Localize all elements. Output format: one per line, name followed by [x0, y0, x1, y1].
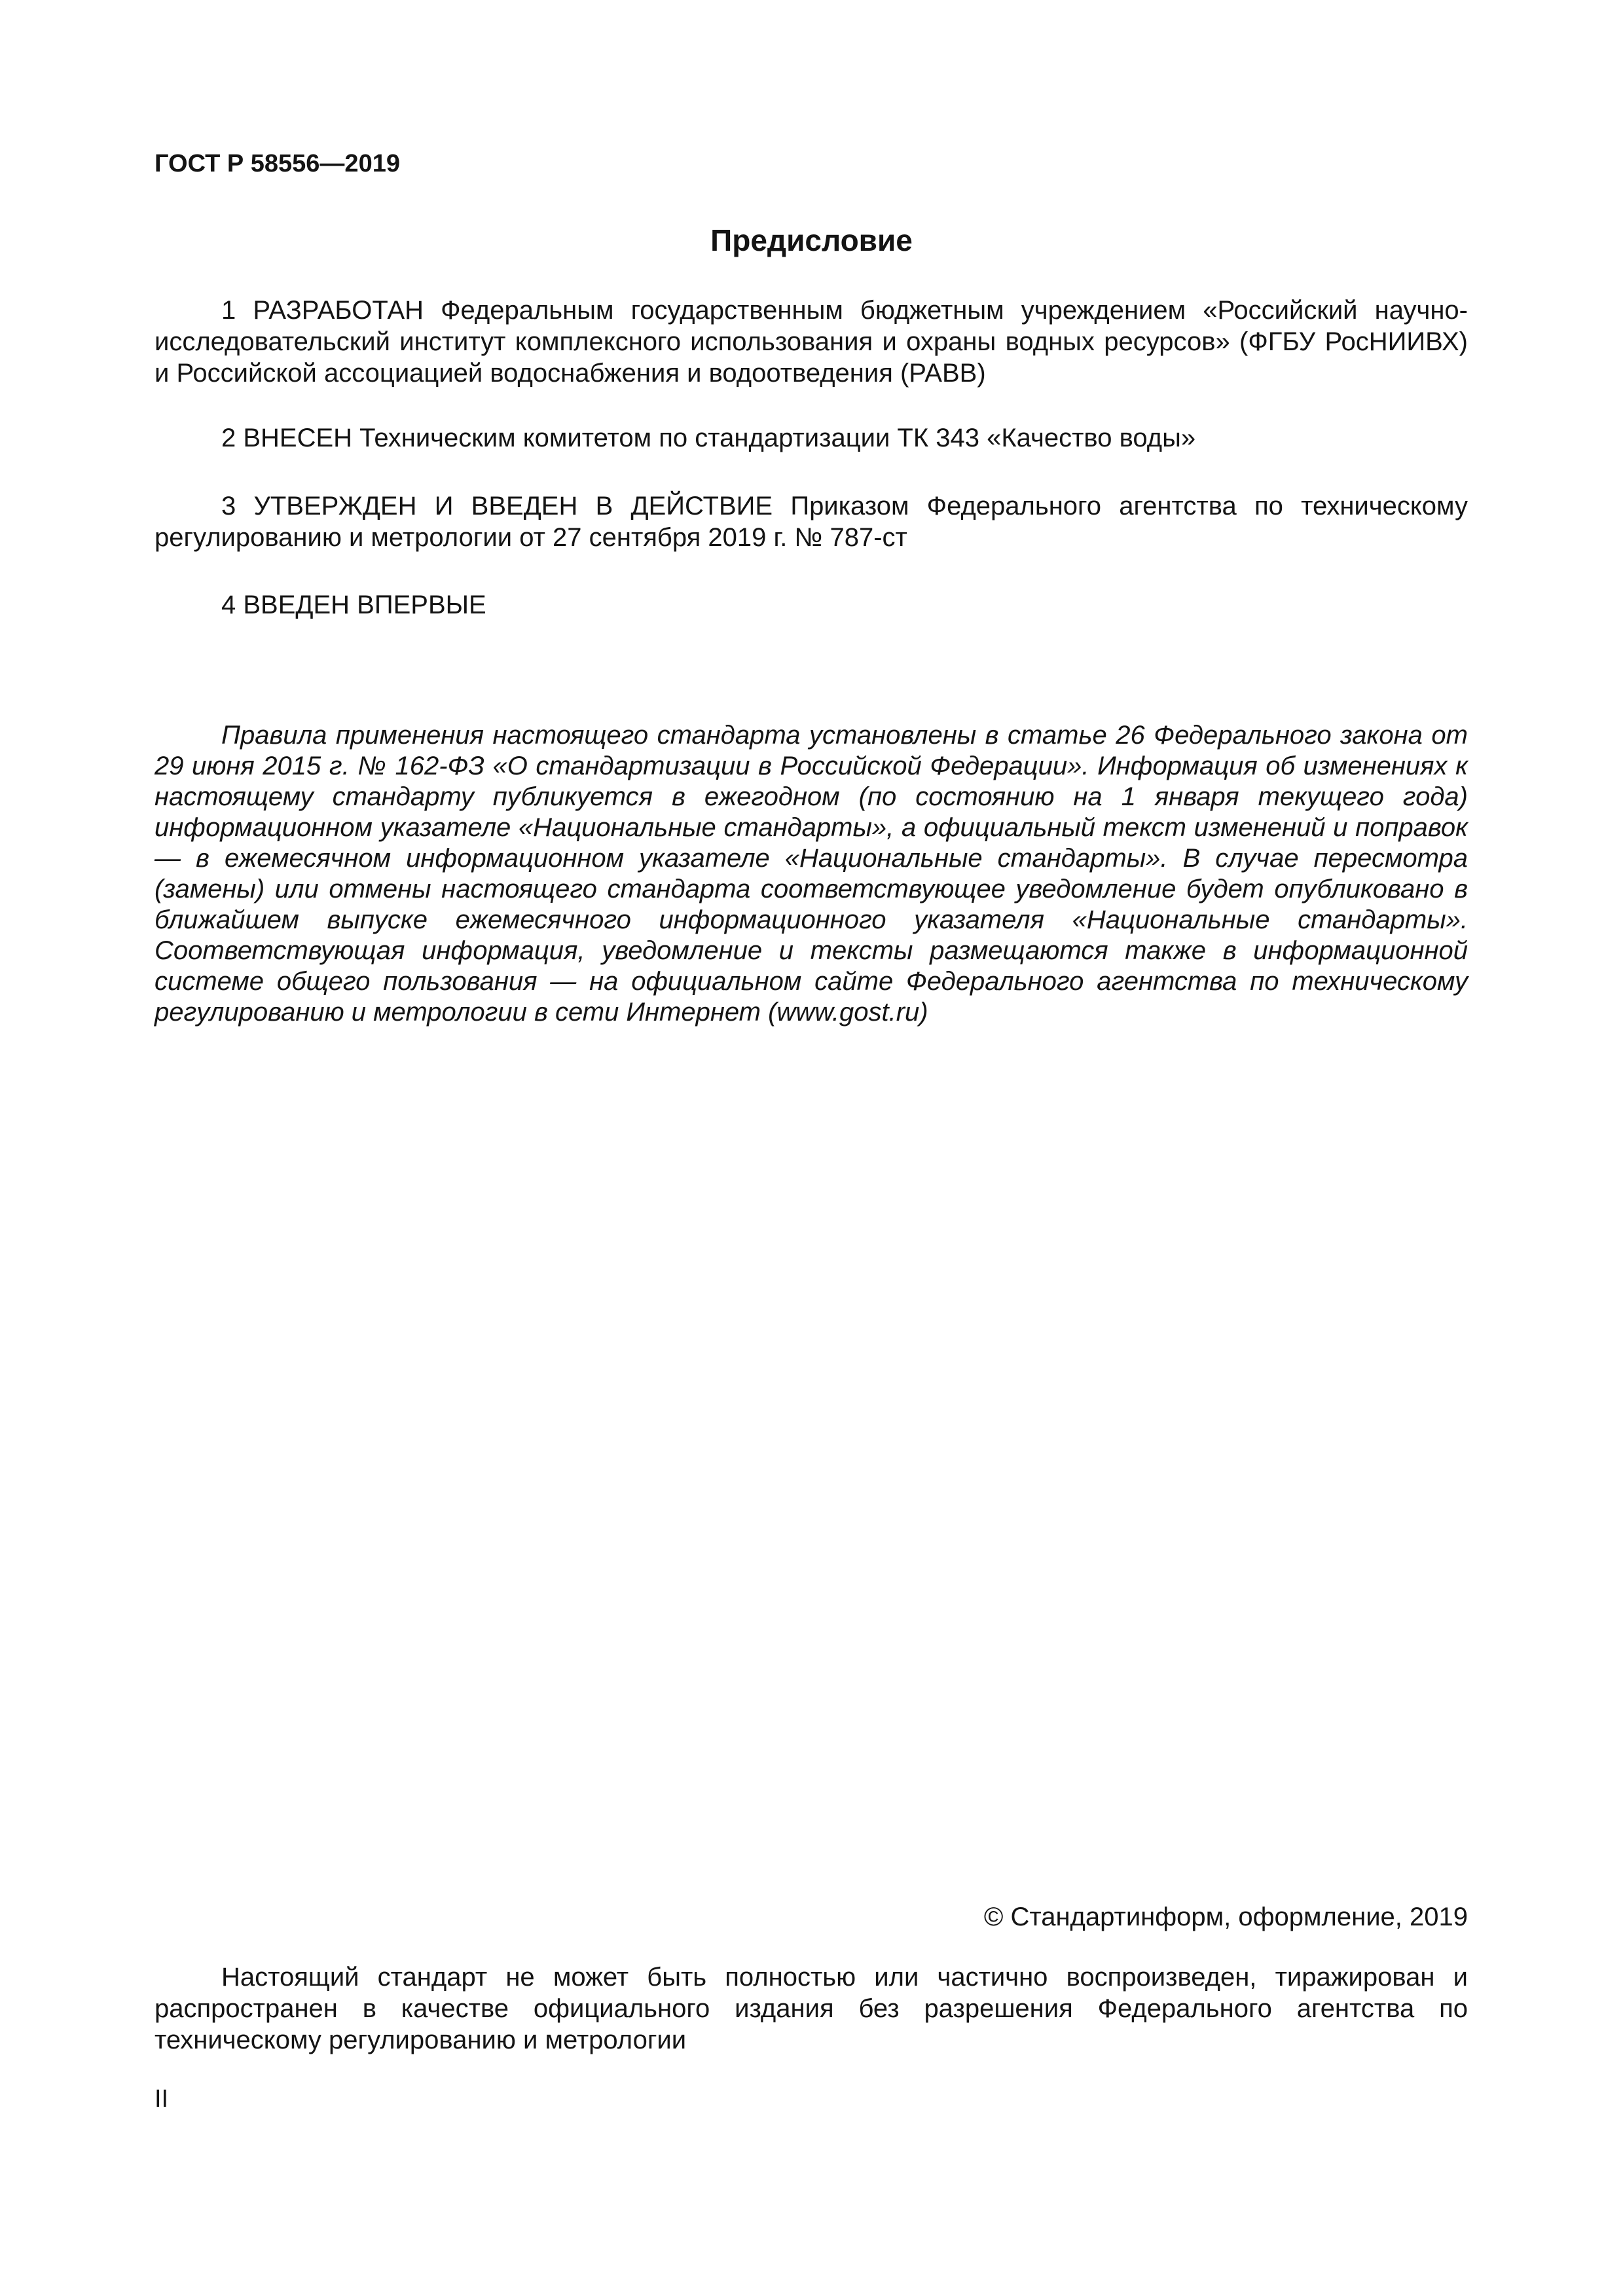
copyright-line: © Стандартинформ, оформление, 2019: [983, 1903, 1468, 1931]
preface-item-2: 2 ВНЕСЕН Техническим комитетом по стандартизации ТК 343 «Качество воды»: [221, 424, 1196, 452]
standard-designation: ГОСТ Р 58556—2019: [155, 150, 400, 177]
preface-item-4: 4 ВВЕДЕН ВПЕРВЫЕ: [221, 591, 486, 619]
page-number: II: [155, 2085, 169, 2113]
page-title: Предисловие: [710, 223, 913, 257]
preface-item-1: 1 РАЗРАБОТАН Федеральным государственным бюджетным учреждением «Российский научно-исследовательский институт комплексного использования и охраны водных ресурсов» (ФГБУ РосНИИВХ) и Российской ассоциацией водоснабжения и водоотведения (РАВВ): [155, 296, 1468, 388]
reproduction-notice: Настоящий стандарт не может быть полностью или частично воспроизведен, тиражирован и распространен в качестве официального издания без разрешения Федерального агентства по техническому регулированию и метрологии: [155, 1963, 1468, 2054]
application-rules-notice: Правила применения настоящего стандарта установлены в статье 26 Федерального закона от 29 июня 2015 г. № 162-ФЗ «О стандартизации в Российской Федерации». Информация об изменениях к настоящему стандарту публикуется в ежегодном (по состоянию на 1 января текущего года) информационном указателе «Национальные стандарты», а официальный текст изменений и поправок — в ежемесячном информационном указателе «Национальные стандарты». В случае пересмотра (замены) или отмены настоящего стандарта соответствующее уведомление будет опубликовано в ближайшем выпуске ежемесячного информационного указателя «Национальные стандарты». Соответствующая информация, уведомление и тексты размещаются также в информационной системе общего пользования — на официальном сайте Федерального агентства по техническому регулированию и метрологии в сети Интернет (www.gost.ru): [155, 721, 1468, 1027]
preface-item-3: 3 УТВЕРЖДЕН И ВВЕДЕН В ДЕЙСТВИЕ Приказом Федерального агентства по техническому регулированию и метрологии от 27 сентября 2019 г. № 787-ст: [155, 492, 1468, 552]
